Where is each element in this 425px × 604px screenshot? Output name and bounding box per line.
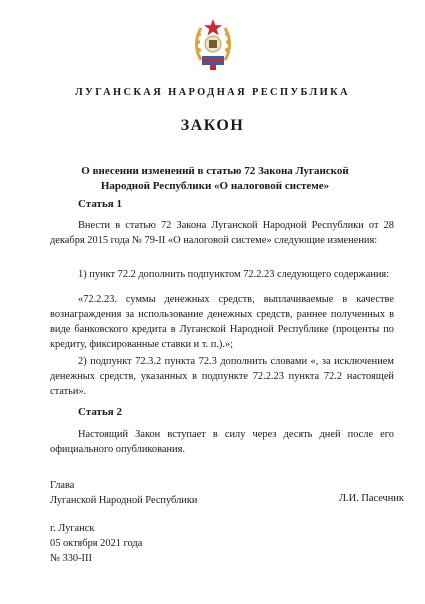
signature-position-line1: Глава	[50, 480, 75, 491]
country-name: ЛУГАНСКАЯ НАРОДНАЯ РЕСПУБЛИКА	[75, 87, 350, 98]
article-1-item-2: 2) подпункт 72.3.2 пункта 72.3 дополнить словами «, за исключением денежных средств, указанных в подпункте 72.2.23 пункта 72.2 настоящей статьи».	[50, 356, 394, 397]
article-2-heading: Статья 2	[78, 406, 122, 418]
law-title: О внесении изменений в статью 72 Закона Луганской Народной Республики «О налоговой системе»	[81, 165, 349, 192]
article-1-heading: Статья 1	[78, 198, 122, 210]
footer-date: 05 октября 2021 года	[50, 538, 143, 549]
footer-number: № 330-III	[50, 553, 92, 564]
coat-of-arms-icon	[193, 16, 233, 72]
article-1-item-1-text: «72.2.23. суммы денежных средств, выплачиваемые в качестве вознаграждения за использование денежных средств, раннее полученных в виде банковского кредита в Луганской Народной Республике (проценты по кредиту, фиксированные ставки и т. п.).»;	[50, 294, 394, 350]
article-1-item-1: 1) пункт 72.2 дополнить подпунктом 72.2.23 следующего содержания:	[78, 269, 390, 280]
signature-name: Л.И. Пасечник	[339, 493, 404, 504]
footer-place: г. Луганск	[50, 523, 95, 534]
article-2-text: Настоящий Закон вступает в силу через десять дней после его официального опубликования.	[50, 429, 394, 455]
signature-position-line2: Луганской Народной Республики	[50, 495, 198, 506]
article-1-intro: Внести в статью 72 Закона Луганской Народной Республики от 28 декабря 2015 года № 79-II «О налоговой системе» следующие изменения:	[50, 220, 394, 246]
document-type: ЗАКОН	[180, 117, 245, 134]
